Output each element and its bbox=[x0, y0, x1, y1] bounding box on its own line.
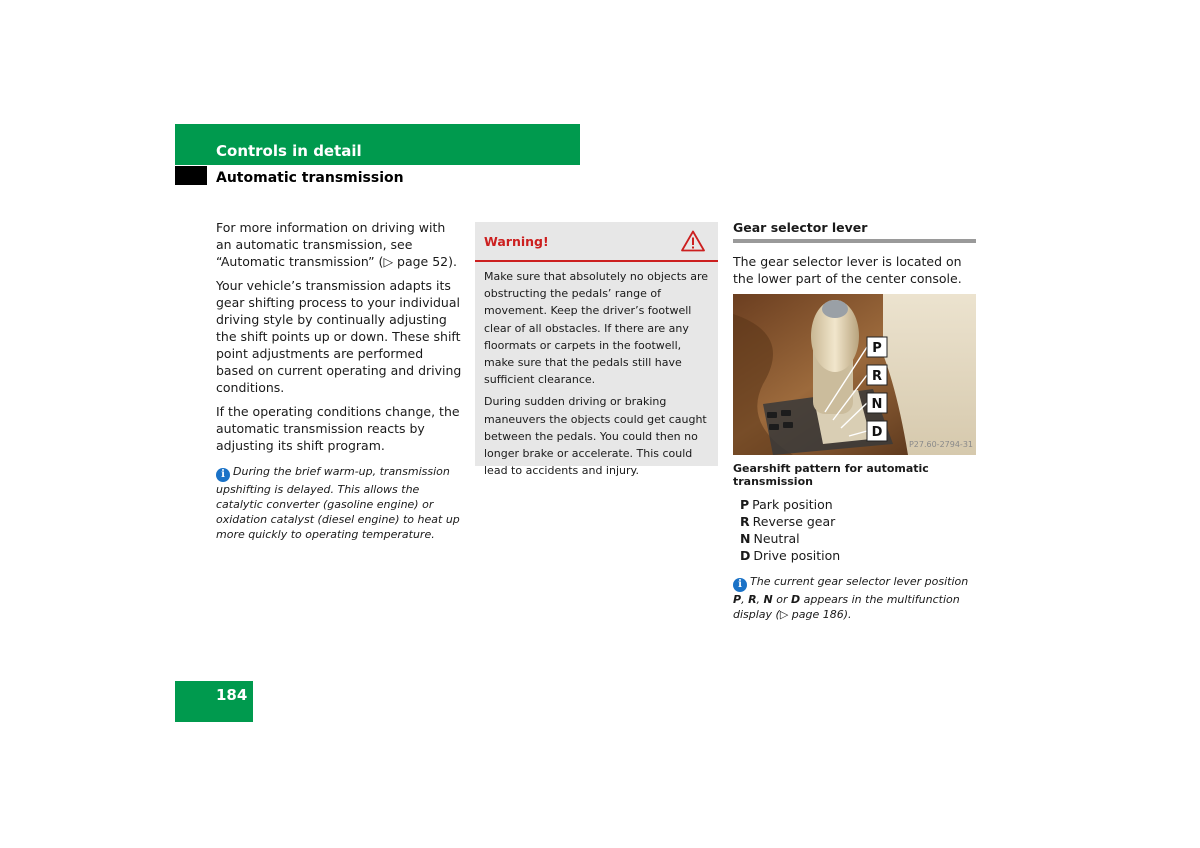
gear-key: N bbox=[740, 531, 751, 546]
info-icon: i bbox=[733, 578, 747, 592]
display-note bbox=[733, 574, 976, 622]
note-text: , bbox=[756, 593, 764, 606]
note-gear-d: D bbox=[791, 593, 801, 606]
note-gear-r: R bbox=[748, 593, 757, 606]
warning-title: Warning! bbox=[484, 234, 549, 249]
gear-label: Reverse gear bbox=[752, 514, 836, 529]
header-marker bbox=[175, 166, 207, 185]
gear-selector-photo bbox=[733, 294, 976, 455]
subsection-title: Automatic transmission bbox=[216, 170, 404, 186]
adaptive-shift-paragraph: Your vehicle’s transmission adapts its gear shifting process to your individual driving style by continually adjusting the shift points up or down. These shift point adjustments are performed based on current operating and driving conditions. bbox=[216, 278, 462, 395]
warm-up-note-text: During the brief warm-up, transmission upshifting is delayed. This allows the catalytic converter (gasoline engine) or oxidation catalyst (diesel engine) to heat up more quickly to operating temperature. bbox=[216, 465, 460, 541]
gear-selector-heading: Gear selector lever bbox=[733, 219, 976, 243]
note-text: The current gear selector lever position bbox=[750, 575, 969, 588]
gear-key: P bbox=[740, 497, 750, 512]
gear-label: Park position bbox=[752, 497, 833, 512]
photo-caption: Gearshift pattern for automatic transmission bbox=[733, 462, 929, 488]
warning-body bbox=[475, 262, 718, 479]
photo-label-n: N bbox=[871, 397, 883, 412]
note-text: , bbox=[741, 593, 749, 606]
operating-conditions-paragraph: If the operating conditions change, the automatic transmission reacts by adjusting its shift program. bbox=[216, 404, 460, 453]
gear-key: R bbox=[740, 514, 750, 529]
gear-selector-illustration bbox=[733, 294, 976, 455]
warm-up-note bbox=[216, 464, 464, 542]
photo-code: P27.60-2794-31 bbox=[908, 440, 973, 449]
gear-item-park bbox=[740, 496, 976, 513]
note-gear-p: P bbox=[733, 593, 742, 606]
gear-key: D bbox=[740, 548, 751, 563]
gear-label: Neutral bbox=[753, 531, 800, 546]
gear-item-reverse bbox=[740, 513, 976, 530]
gear-selector-intro: The gear selector lever is located on the lower part of the center console. bbox=[733, 254, 962, 286]
photo-label-p: P bbox=[872, 341, 882, 356]
note-text: appears in the multifunction display (▷ page 186). bbox=[733, 593, 960, 621]
warning-paragraph-2: During sudden driving or braking maneuvers the objects could get caught between the pedals. You could then no longer brake or accelerate. This could lead to accidents and injury. bbox=[484, 395, 707, 478]
warning-triangle-icon bbox=[681, 230, 705, 252]
section-title: Controls in detail bbox=[216, 142, 362, 160]
gear-label: Drive position bbox=[753, 548, 841, 563]
gear-item-neutral bbox=[740, 530, 976, 547]
warning-box bbox=[475, 222, 718, 478]
note-gear-n: N bbox=[763, 593, 773, 606]
photo-label-d: D bbox=[871, 425, 883, 440]
warning-paragraph-1: Make sure that absolutely no objects are obstructing the pedals’ range of movement. Keep the driver’s footwell clear of all obstacles. If there are any floormats or carpets in the footwell, make sure that the pedals still have sufficient clearance. bbox=[484, 270, 709, 387]
right-column bbox=[733, 219, 976, 622]
info-icon: i bbox=[216, 468, 230, 482]
gear-item-drive bbox=[740, 547, 976, 564]
warning-header bbox=[475, 222, 718, 262]
note-text: or bbox=[772, 593, 792, 606]
intro-paragraph: For more information on driving with an automatic transmission, see “Automatic transmission” (▷ page 52). bbox=[216, 220, 457, 269]
page-number: 184 bbox=[216, 686, 248, 704]
photo-label-r: R bbox=[871, 369, 883, 384]
gear-list bbox=[740, 496, 976, 564]
left-column bbox=[216, 219, 464, 542]
